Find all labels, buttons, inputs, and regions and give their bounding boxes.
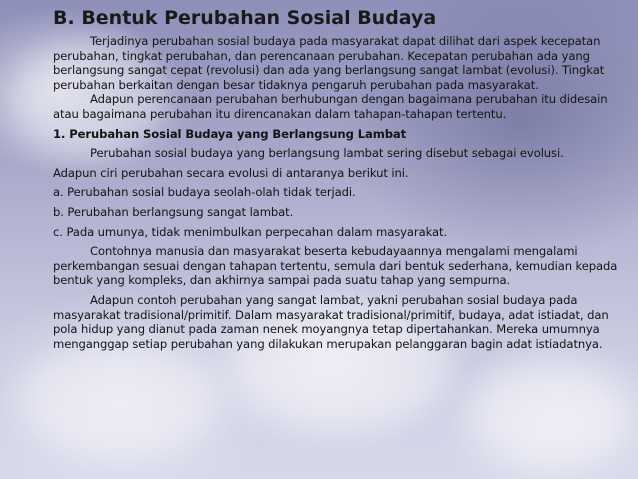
paragraph-ciri-evolusi: Adapun ciri perubahan secara evolusi di antaranya berikut ini. xyxy=(53,165,409,180)
paragraph-contoh-manusia: Contohnya manusia dan masyarakat beserta kebudayaannya mengalami mengalami perkembangan sesuai dengan tahapan tertentu, semula dari bentuk sederhana, kemudian kepada bentuk yang kompleks, dan akhirnya sampai pada suatu tahap yang sempurna. xyxy=(53,244,618,288)
section-heading-lambat: 1. Perubahan Sosial Budaya yang Berlangsung Lambat xyxy=(53,126,407,141)
paragraph-aspek-perubahan: Terjadinya perubahan sosial budaya pada masyarakat dapat dilihat dari aspek kecepatan perubahan, tingkat perubahan, dan perencanaan perubahan. Kecepatan perubahan ada yang berlangsung sangat cepat (revolusi) dan ada yang berlangsung sangat lambat (evolusi). Tingkat perubahan berkaitan dengan besar tidaknya pengaruh perubahan pada masyarakat. xyxy=(53,34,605,92)
slide-title: B. Bentuk Perubahan Sosial Budaya xyxy=(53,7,437,29)
background-cloud xyxy=(20,340,220,460)
list-item-c: c. Pada umunya, tidak menimbulkan perpecahan dalam masyarakat. xyxy=(53,224,448,239)
list-item-a: a. Perubahan sosial budaya seolah-olah tidak terjadi. xyxy=(53,185,356,200)
paragraph-perencanaan: Adapun perencanaan perubahan berhubungan dengan bagaimana perubahan itu didesain atau bagaimana perubahan itu direncanakan dalam tahapan-tahapan tertentu. xyxy=(53,92,608,121)
paragraph-contoh-tradisional: Adapun contoh perubahan yang sangat lambat, yakni perubahan sosial budaya pada masyarakat tradisional/primitif. Dalam masyarakat tradisional/primitif, budaya, adat istiadat, dan pola hidup yang dianut pada zaman nenek moyangnya tetap dipertahankan. Mereka umumnya menganggap setiap perubahan yang dilakukan merupakan pelanggaran bagin adat istiadatnya. xyxy=(53,292,609,351)
paragraph-evolusi: Perubahan sosial budaya yang berlangsung lambat sering disebut sebagai evolusi. xyxy=(90,146,564,161)
list-item-b: b. Perubahan berlangsung sangat lambat. xyxy=(53,204,294,219)
background-cloud xyxy=(470,360,630,470)
slide-body xyxy=(53,34,621,351)
slide-content xyxy=(53,4,621,351)
